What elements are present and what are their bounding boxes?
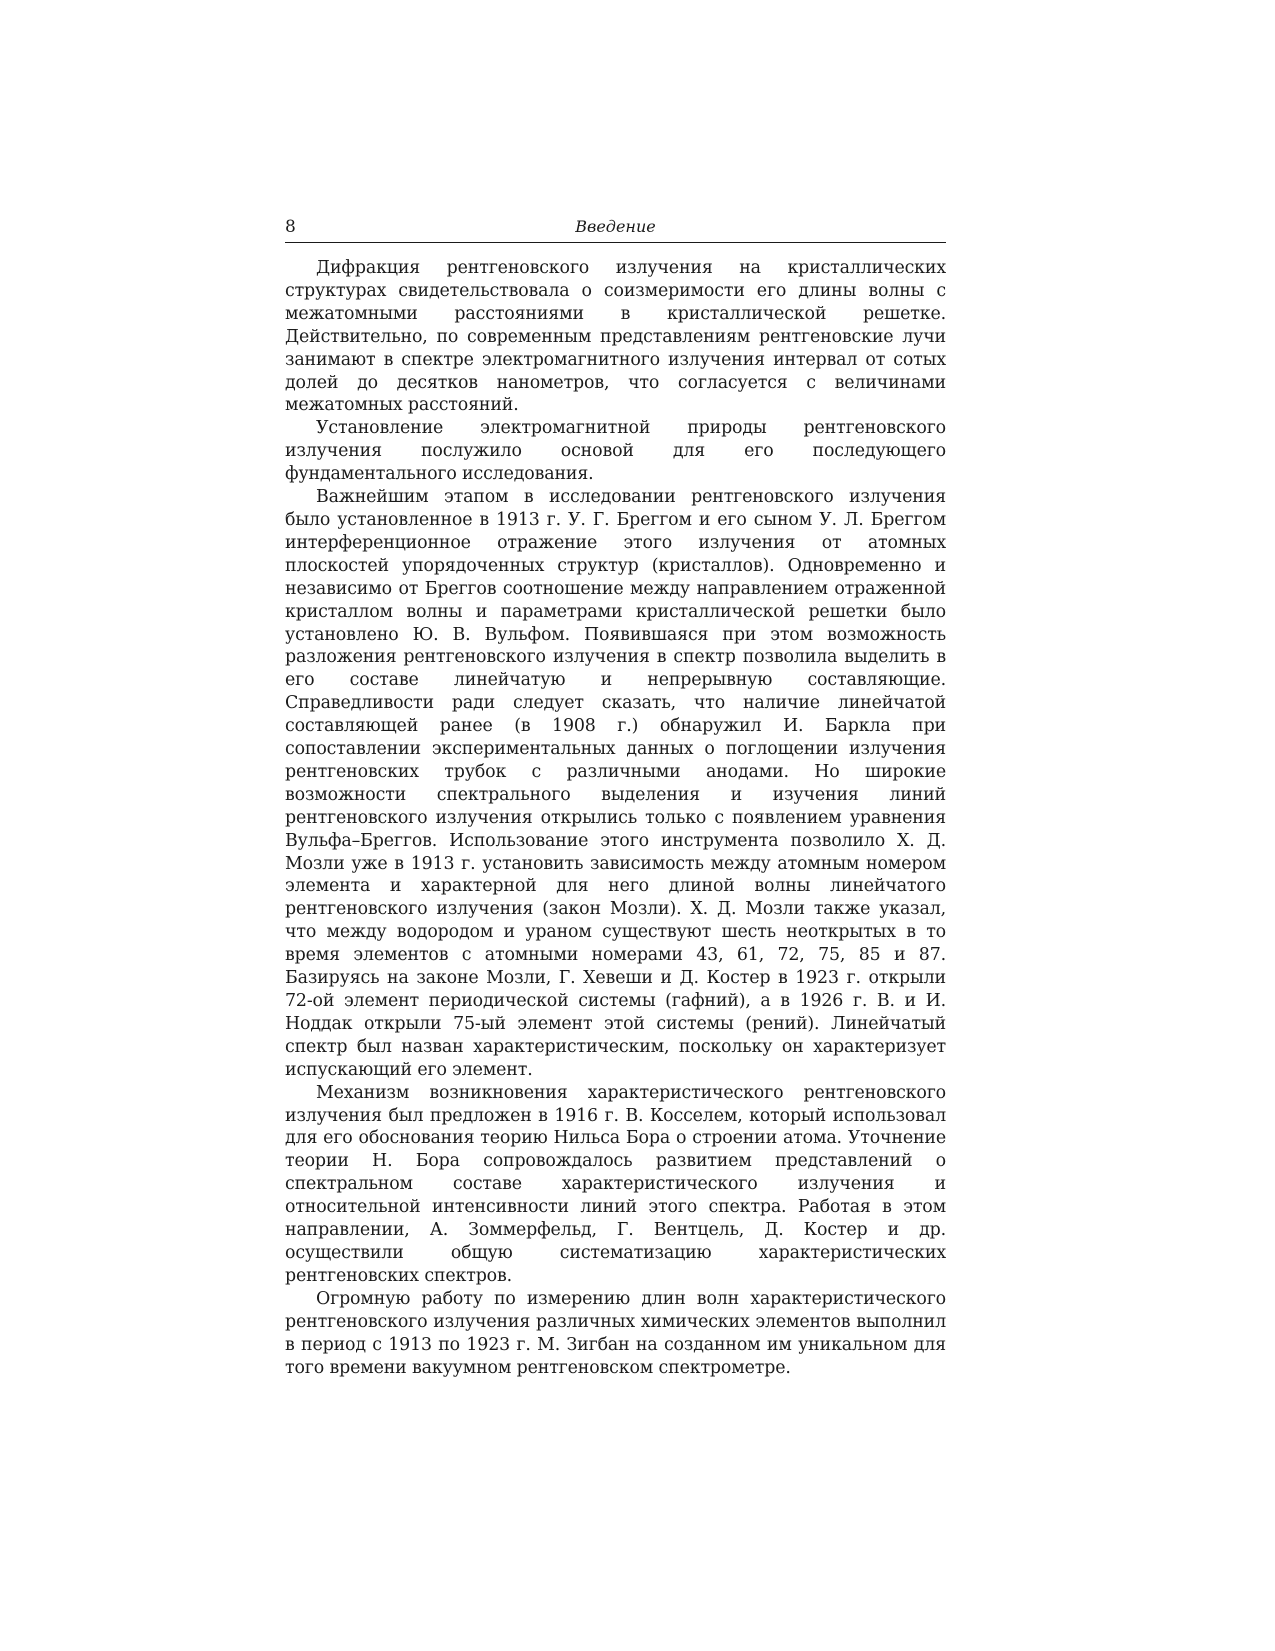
page-number: 8 [285, 217, 296, 237]
book-page [285, 216, 946, 1379]
body-text [285, 257, 946, 1379]
paragraph: Важнейшим этапом в исследовании рентгеновского излучения было установленное в 1913 г. У. Г. Бреггом и его сыном У. Л. Бреггом интерференционное отражение этого излучения от атомных плоскостей упорядоченных структур (кристаллов). Одновременно и независимо от Бреггов соотношение между направлением отраженной кристаллом волны и параметрами кристаллической решетки было установлено Ю. В. Вульфом. Появившаяся при этом возможность разложения рентгеновского излучения в спектр позволила выделить в его составе линейчатую и непрерывную составляющие. Справедливости ради следует сказать, что наличие линейчатой составляющей ранее (в 1908 г.) обнаружил И. Баркла при сопоставлении экспериментальных данных о поглощении излучения рентгеновских трубок с различными анодами. Но широкие возможности спектрального выделения и изучения линий рентгеновского излучения открылись только с появлением уравнения Вульфа–Бреггов. Использование этого инструмента позволило Х. Д. Мозли уже в 1913 г. установить зависимость между атомным номером элемента и характерной для него длиной волны линейчатого рентгеновского излучения (закон Мозли). Х. Д. Мозли также указал, что между водородом и ураном существуют шесть неоткрытых в то время элементов с атомными номерами 43, 61, 72, 75, 85 и 87. Базируясь на законе Мозли, Г. Хевеши и Д. Костер в 1923 г. открыли 72-ой элемент периодической системы (гафний), а в 1926 г. В. и И. Ноддак открыли 75-ый элемент этой системы (рений). Линейчатый спектр был назван характеристическим, поскольку он характеризует испускающий его элемент. [285, 487, 946, 1080]
running-head [285, 216, 946, 243]
paragraph: Огромную работу по измерению длин волн характеристического рентгеновского излучения различных химических элементов выполнил в период с 1913 по 1923 г. М. Зигбан на созданном им уникальном для того времени вакуумном рентгеновском спектрометре. [285, 1288, 946, 1378]
paragraph: Установление электромагнитной природы рентгеновского излучения послужило основой для его последующего фундаментального исследования. [285, 418, 946, 485]
paragraph: Механизм возникновения характеристического рентгеновского излучения был предложен в 1916 г. В. Косселем, который использовал для его обоснования теорию Нильса Бора о строении атома. Уточнение теории Н. Бора сопровождалось развитием представлений о спектральном составе характеристического излучения и относительной интенсивности линий этого спектра. Работая в этом направлении, А. Зоммерфельд, Г. Вентцель, Д. Костер и др. осуществили общую систематизацию характеристических рентгеновских спектров. [285, 1082, 946, 1286]
section-title: Введение [575, 217, 656, 236]
paragraph: Дифракция рентгеновского излучения на кристаллических структурах свидетельствовала о соизмеримости его длины волны с межатомными расстояниями в кристаллической решетке. Действительно, по современным представлениям рентгеновские лучи занимают в спектре электромагнитного излучения интервал от сотых долей до десятков нанометров, что согласуется с величинами межатомных расстояний. [285, 258, 946, 416]
